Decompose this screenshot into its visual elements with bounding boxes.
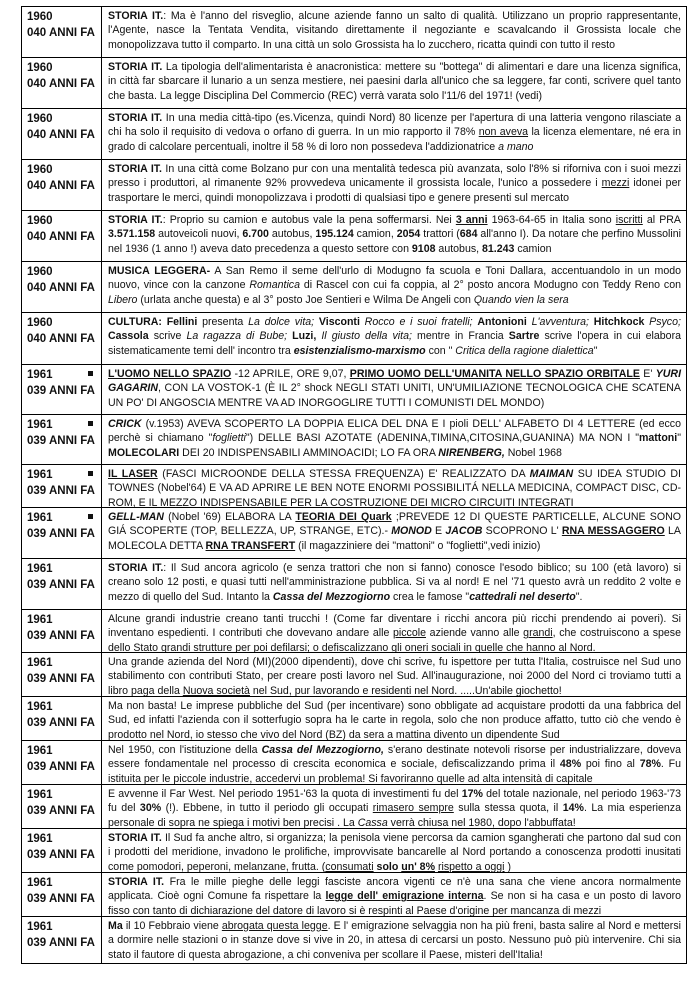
text-segment: camion, (353, 228, 397, 241)
text-segment: ") DELLE BASI AZOTATE (ADENINA,TIMINA,CITOSINA,GUANINA) MA NON I " (245, 432, 639, 445)
text-segment: La dolce vita; (248, 316, 315, 328)
table-row (22, 465, 686, 508)
years-ago-label: 040 ANNI FA (27, 78, 95, 90)
text-segment: 1963-64-65 in Italia sono (487, 214, 616, 226)
text-segment: STORIA IT. (108, 562, 164, 574)
year-label: 1961 (27, 921, 53, 933)
years-ago-label: 039 ANNI FA (27, 385, 95, 397)
text-segment: il 10 Febbraio viene (122, 920, 222, 932)
text-segment: STORIA IT. (108, 876, 165, 888)
year-label: 1960 (27, 113, 53, 125)
text-segment: , CON LA VOSTOK-1 (È IL 2° shock NEGLI STATI UNITI, UN'UMILIAZIONE TECNOLOGICA CHE SCATENA UN PO' DI ANGOSCIA MENTRE VA AD INORGOGLIRE TUTTI I COMUNISTI DEL MONDO) (108, 382, 681, 409)
text-segment: Sartre (508, 330, 540, 343)
table-row (22, 7, 686, 58)
text-segment: Cassa del Mezzogiorno (272, 590, 391, 603)
text-segment: verrà chiusa nel 1980, dopo l'abbuffata! (387, 816, 576, 828)
text-segment: " (677, 432, 681, 445)
text-segment: (Nobel '69) ELABORA LA (163, 511, 296, 523)
text-segment: nel Sud, pur lavorando e residenti nel Nord. .....Un'abile giochetto! (249, 684, 562, 696)
year-label: 1961 (27, 614, 53, 626)
text-segment: (v.1953) AVEVA SCOPERTO LA DOPPIA ELICA DEL DNA E I pioli DELL' ALFABETO DI 4 LETTERE (ed ecco perchè si chiamano " (108, 418, 681, 445)
text-segment: 30% (139, 802, 162, 815)
entry-text (102, 610, 686, 652)
text-segment: sulla stessa quota, il (453, 802, 563, 815)
text-segment: , che costruiscono a spese dello Stato (108, 627, 681, 652)
text-segment: grandi (523, 627, 553, 640)
date-cell (22, 160, 102, 210)
text-segment: MOLECOLARI (108, 446, 180, 459)
text-segment: STORIA IT. (108, 163, 163, 175)
text-segment: GELL-MAN (108, 511, 164, 523)
text-segment: del totale nazionale, nel periodo 1963-'73 fu del (108, 788, 681, 815)
year-label: 1961 (27, 419, 53, 431)
text-segment: Nel 1950, con l'istituzione della (108, 744, 262, 756)
date-cell (22, 785, 102, 828)
years-ago-label: 039 ANNI FA (27, 579, 95, 591)
date-cell (22, 917, 102, 963)
text-segment: rimasero sempre (372, 802, 454, 815)
years-ago-label: 039 ANNI FA (27, 893, 95, 905)
entry-text (102, 559, 686, 609)
text-segment: Alcune grandi industrie creano tanti trucchi ! (Come far diventare i ricchi ancora più ricchi prendendo ai poveri). Si inventano espedienti. I contributi che dovevano andare alle (108, 613, 681, 640)
text-segment: al PRA (642, 214, 681, 226)
text-segment: Hitchkock (593, 316, 645, 328)
years-ago-label: 040 ANNI FA (27, 27, 95, 39)
text-segment: Cassa del Mezzogiorno, (261, 744, 384, 756)
years-ago-label: 039 ANNI FA (27, 528, 95, 540)
table-row (22, 262, 686, 313)
text-segment: esistenzialismo-marxismo (293, 344, 426, 357)
square-bullet-icon (88, 471, 93, 476)
text-segment: E avvenne il Far West. Nel periodo 1951-'63 la quota di investimenti fu del (108, 788, 462, 800)
entry-text (102, 829, 686, 872)
text-segment: all'anno I). Da notare che perfino Mussolini nel 1936 (1 anno !) aveva dato precedenza a questo settore con (108, 228, 681, 255)
text-segment: Nuova società (182, 684, 250, 696)
year-label: 1961 (27, 701, 53, 713)
table-row (22, 741, 686, 785)
table-row (22, 610, 686, 653)
text-segment: rispetto a oggi (437, 860, 505, 872)
table-row (22, 313, 686, 365)
date-cell (22, 653, 102, 696)
text-segment: Rocco e i suoi fratelli; (364, 316, 473, 328)
years-ago-label: 039 ANNI FA (27, 485, 95, 497)
date-cell (22, 465, 102, 507)
entry-text (102, 262, 686, 312)
text-segment: Critica della ragione dialettica (455, 344, 594, 357)
text-segment: La tipologia dell'alimentarista è anacronistica: mettere su "bottega" di alimentari e dare una licenza significa, in città far sbarcare il lunario a un senza mestiere, nei paesini darla all'unico che sa leggere, far conti, scrivere quel tanto che basta. La legge Disciplina Del Commercio (REC) verrà varata solo l'11/6 del 1971! (vedi) (108, 61, 681, 102)
text-segment: YURI GAGARIN (108, 368, 682, 395)
text-segment: Cassa (357, 816, 388, 828)
date-cell (22, 697, 102, 740)
text-segment: 3.571.158 (108, 228, 156, 241)
table-row (22, 559, 686, 610)
date-cell (22, 415, 102, 464)
text-segment: poi fino al (581, 758, 640, 771)
years-ago-label: 039 ANNI FA (27, 805, 95, 817)
table-row (22, 697, 686, 741)
year-label: 1961 (27, 563, 53, 575)
year-label: 1961 (27, 745, 53, 757)
year-label: 1960 (27, 266, 53, 278)
text-segment: Fra le mille pieghe delle leggi fasciste ancora vigenti ce n'è una sana che viene ancora normalmente applicata. Cioè ogni Comune fa rispettare la (108, 876, 681, 903)
year-label: 1961 (27, 833, 53, 845)
text-segment: : Proprio su camion e autobus vale la pena soffermarsi. Nei (162, 214, 456, 226)
text-segment: MONOD (391, 525, 432, 538)
text-segment: 9108 (411, 242, 436, 255)
years-ago-label: 039 ANNI FA (27, 761, 95, 773)
text-segment: In una media città-tipo (es.Vicenza, quindi Nord) 80 licenze per l'apertura di una latteria vengono rilasciate a chi ha solo il requisito di vedova o orfano di guerra. In un mio rapporto il 78% (108, 112, 681, 139)
text-segment: L'avventura; (531, 316, 589, 328)
text-segment: Il Sud fa anche altro, si organizza; la penisola viene percorsa da camion sgangherati che partono dal sud con i prodotti del meridione, invadono le prolifiche, improvvisate bancarelle al Nord portando a conoscenza prodotti inusitati come pomodori, peperoni, melanzane, frutta. ( (108, 832, 681, 872)
text-segment: Luzi, (292, 330, 317, 343)
text-segment: crea le famose " (390, 590, 470, 603)
text-segment: un' 8% (401, 860, 435, 872)
years-ago-label: 039 ANNI FA (27, 849, 95, 861)
date-cell (22, 313, 102, 364)
text-segment: . Fu istituita per le piccole industrie, accedervi un problema! Si favoriranno quelle ad alta intensità di capitale (108, 758, 681, 784)
text-segment: Ma non basta! Le imprese pubbliche del Sud (per incentivare) sono obbligate ad acquistare prodotti da una fabbrica del Sud, ed infatti l'azienda con il sotterfugio sopra ha le carte in regola, solo che non produce affatto, tutto ciò che vendo è prodotto nel Nord, io stesso che vivo del Nord (BZ) da sera a mattina divento un dipendente Sud (108, 700, 681, 740)
date-cell (22, 262, 102, 312)
text-segment: mezzi (601, 177, 630, 190)
text-segment: Visconti (318, 316, 360, 328)
text-segment: JACOB (445, 525, 483, 538)
entry-text (102, 7, 686, 57)
text-segment: consumati (325, 860, 374, 872)
text-segment: mentre in Francia (411, 330, 509, 343)
text-segment: STORIA IT. (108, 10, 164, 22)
entry-text (102, 365, 686, 414)
entry-text (102, 508, 686, 558)
date-cell (22, 109, 102, 159)
text-segment: 78% (639, 758, 661, 771)
table-row (22, 785, 686, 829)
text-segment: Quando vien la sera (473, 293, 569, 306)
text-segment: ) (504, 860, 511, 872)
date-cell (22, 508, 102, 558)
table-row (22, 415, 686, 465)
text-segment: mattoni (638, 432, 678, 445)
text-segment: CULTURA: Fellini (108, 316, 198, 328)
text-segment: SU IDEA STUDIO DI TOWNES (Nobel'64) E VA AD APRIRE LE BEN NOTE ENORMI POSSIBILITÁ NELLA MEDICINA, COMPACT DISC, CD-ROM, E IL MEZZO INDISPENSABILE PER LA COSTRUZIONE DEI MICRO CIRCUITI INTEGRATI (108, 468, 682, 507)
text-segment: foglietti (212, 432, 246, 445)
text-segment: . E l' emigrazione selvaggia non ha più freni, basta salire al Nord e mettersi a dormire nelle stazioni o in stanze dove si vive in 20, in attesa di cercarsi un posto. Nessuno può più intervenire. Chi sia stato il fautore di questa abrogazione, a chi conveniva per scollare il Paese, misteri dell'Italia! (108, 920, 681, 961)
years-ago-label: 040 ANNI FA (27, 333, 95, 345)
years-ago-label: 039 ANNI FA (27, 630, 95, 642)
text-segment: STORIA IT. (108, 112, 163, 124)
text-segment: grandi strutture (161, 641, 233, 652)
text-segment: cattedrali nel deserto (469, 590, 576, 603)
text-segment: presenta (197, 316, 249, 328)
text-segment: (il magazziniere dei "mattoni" o "foglietti",vedi inizio) (295, 539, 541, 552)
entry-text (102, 785, 686, 828)
text-segment: MAIMAN (529, 468, 574, 480)
date-cell (22, 559, 102, 609)
date-cell (22, 7, 102, 57)
text-segment: scrive (148, 330, 187, 343)
text-segment: 3 anni (455, 214, 488, 226)
entry-text (102, 465, 686, 507)
years-ago-label: 040 ANNI FA (27, 180, 95, 192)
text-segment: non aveva (478, 126, 529, 139)
years-ago-label: 039 ANNI FA (27, 673, 95, 685)
text-segment: PRIMO UOMO DELL'UMANITA NELLO SPAZIO ORBITALE (349, 368, 640, 380)
table-row (22, 508, 686, 559)
text-segment: Nobel 1968 (504, 446, 562, 459)
text-segment: (!). Ebbene, in tutto il periodo gli occupati (161, 802, 373, 815)
date-cell (22, 873, 102, 916)
text-segment: idonei per trasportare le merci, quindi monopolizzava i prodotti di qualsiasi tipo e genere presenti sul mercato (108, 177, 681, 204)
text-segment: La ragazza di Bube; (186, 330, 288, 343)
table-row (22, 109, 686, 160)
table-row (22, 873, 686, 917)
text-segment: autobus, (435, 242, 483, 255)
years-ago-label: 040 ANNI FA (27, 231, 95, 243)
table-row (22, 653, 686, 697)
year-label: 1960 (27, 11, 53, 23)
year-label: 1960 (27, 317, 53, 329)
text-segment: . La mia esperienza personale di sopra ne spiega i motivi ben precisi . La (108, 802, 681, 828)
text-segment: 17% (461, 788, 483, 800)
text-segment: IL LASER (108, 468, 158, 480)
text-segment: MUSICA LEGGERA- (108, 265, 211, 277)
year-label: 1960 (27, 164, 53, 176)
text-segment: iscritti (615, 214, 643, 226)
text-segment: Psyco; (649, 316, 681, 328)
text-segment: Una grande azienda del Nord (MI)(2000 dipendenti), dove chi scrive, fu ispettore per tutta l'Italia, costruisce nel Sud uno stabilimento con contributi Stato, per creare posti lavoro nel Sud. All'inaugurazione, noi 2000 del Nord ci troviamo tutti a libro paga della (108, 656, 681, 696)
table-row (22, 58, 686, 109)
text-segment: E (431, 525, 446, 538)
text-segment: NIRENBERG, (438, 446, 505, 459)
date-cell (22, 58, 102, 108)
text-segment: Antonioni (477, 316, 527, 328)
text-segment: la licenza elementare, né era in grado di calcolare percentuali, inoltre il 58 % di loro non possedeva l'addizionatrice (108, 126, 682, 153)
square-bullet-icon (88, 421, 93, 426)
text-segment: RNA TRANSFERT (205, 539, 296, 552)
text-segment: 684 (459, 228, 478, 241)
table-row (22, 160, 686, 211)
text-segment: CRICK (108, 418, 142, 430)
text-segment: In una città come Bolzano pur con una mentalità tedesca più avanzata, solo l'8% si riforniva con i suoi mezzi presso i produttori, al rimanente 92% provvedeva unicamente il grossista locale, l'unico a possedere i (108, 163, 681, 190)
text-segment: L'UOMO NELLO SPAZIO (108, 368, 232, 380)
year-label: 1961 (27, 789, 53, 801)
text-segment: : Ma è l'anno del risveglio, alcune aziende fanno un salto di qualità. Utilizzano un proprio rappresentante, l'Agente, nasce la Tentata Vendita, visitando direttamente il negoziante e scavalcando il Grossista locale che monopolizzava tutto il comparto. In una città un solo Grossista ha lo zucchero, ricatta quindi con tutto il resto (108, 10, 681, 51)
date-cell (22, 829, 102, 872)
history-table (21, 6, 687, 964)
text-segment: 81.243 (482, 242, 515, 255)
table-row (22, 917, 686, 964)
table-row (22, 211, 686, 262)
text-segment: SCOPRONO L' (482, 525, 562, 538)
text-segment: 48% (559, 758, 582, 771)
text-segment: 6.700 (242, 228, 269, 241)
years-ago-label: 039 ANNI FA (27, 435, 95, 447)
text-segment: LA MOLECOLA DETTA (108, 525, 681, 552)
text-segment: STORIA IT. (108, 214, 163, 226)
text-segment: 2054 (396, 228, 421, 241)
text-segment: con " (425, 344, 456, 357)
entry-text (102, 211, 686, 261)
text-segment: : Il Sud ancora agricolo (e senza trattori che non si fanno) conosce l'esodo biblico; su 100 (età lavoro) si creano solo 12 posti, e quasi tutti nell'amministrazione pubblica. Si va al nord! E nel '71 questo avrà un reddito 2 volte e mezzo di quello del Sud. Intanto la (108, 562, 681, 603)
text-segment: trattori ( (420, 228, 460, 241)
text-segment: Il giusto della vita; (321, 330, 412, 343)
text-segment: A San Remo il seme dell'urlo di Modugno fa scuola e Toni Dallara, accentuandolo in un modo nuovo, vince con la canzone (108, 265, 681, 292)
entry-text (102, 58, 686, 108)
date-cell (22, 211, 102, 261)
text-segment: Ma (108, 920, 123, 932)
text-segment: camion (514, 242, 552, 255)
text-segment: aziende vanno alle (426, 627, 524, 640)
entry-text (102, 653, 686, 696)
text-segment: ;PREVEDE 12 DI QUESTE PARTICELLE, ALCUNE SONO GIÁ SCOPERTE (TOP, BELLEZZA, UP, STRANGE, ETC).- (108, 511, 681, 538)
text-segment: scrive l'opera in cui elabora sistematicamente temi dell' incontro tra (108, 330, 681, 357)
text-segment: (FASCI MICROONDE DELLA STESSA FREQUENZA) E' REALIZZATO DA (157, 468, 530, 480)
date-cell (22, 610, 102, 652)
text-segment: di Rascel con cui fa coppia, al 2° posto ancora Modugno con Teddy Reno con (300, 279, 681, 292)
entry-text (102, 741, 686, 784)
text-segment: STORIA IT. (108, 832, 162, 844)
text-segment: Libero (108, 293, 138, 306)
entry-text (102, 109, 686, 159)
text-segment: legge dell' emigrazione interna (325, 890, 484, 903)
text-segment: a mano (498, 140, 534, 153)
square-bullet-icon (88, 371, 93, 376)
text-segment: autoveicoli nuovi, (155, 228, 243, 241)
text-segment: RNA MESSAGGERO (561, 525, 665, 538)
entry-text (102, 415, 686, 464)
years-ago-label: 040 ANNI FA (27, 129, 95, 141)
text-segment: -12 APRILE, ORE 9,07, (231, 368, 350, 380)
year-label: 1960 (27, 62, 53, 74)
text-segment: 14% (562, 802, 584, 815)
text-segment: ". (575, 590, 583, 603)
text-segment: " (593, 344, 598, 357)
text-segment: autobus, (268, 228, 316, 241)
years-ago-label: 039 ANNI FA (27, 717, 95, 729)
text-segment: Cassola (108, 330, 149, 343)
year-label: 1961 (27, 369, 53, 381)
entry-text (102, 697, 686, 740)
text-segment: (urlata anche questa) e al 3° posto Joe Sentieri e Wilma De Angeli con (137, 293, 474, 306)
year-label: 1961 (27, 469, 53, 481)
entry-text (102, 313, 686, 364)
year-label: 1961 (27, 512, 53, 524)
table-row (22, 829, 686, 873)
year-label: 1960 (27, 215, 53, 227)
years-ago-label: 040 ANNI FA (27, 282, 95, 294)
table-row (22, 365, 686, 415)
text-segment: TEORIA DEI Quark (295, 511, 392, 523)
text-segment: s'erano destinate notevoli risorse per industrializzare, doveva essere fondamentale nel processo di crescita economica e sociale, defiscalizzando prima il (108, 744, 681, 771)
text-segment: per poi defilarsi; o defiscalizzano gli oneri sociali in quelle che hanno al Nord. (232, 641, 596, 652)
entry-text (102, 160, 686, 210)
text-segment: DEI 20 INDISPENSABILI AMMINOACIDI; LO FA ORA (179, 446, 439, 459)
year-label: 1961 (27, 877, 53, 889)
text-segment: abrogata questa legge (221, 920, 328, 932)
text-segment: STORIA IT. (108, 61, 163, 73)
entry-text (102, 873, 686, 916)
text-segment: solo (376, 860, 399, 872)
text-segment: E' (639, 368, 656, 380)
text-segment: Romantica (249, 279, 300, 292)
square-bullet-icon (88, 514, 93, 519)
text-segment: 195.124 (315, 228, 354, 241)
text-segment: . Se non si ha casa e un posto di lavoro fisso con tanto di dichiarazione del datore di lavoro si è respinti al Paese d'origine per mancanza di mezzi (108, 890, 682, 916)
text-segment: piccole (393, 627, 426, 640)
date-cell (22, 365, 102, 414)
date-cell (22, 741, 102, 784)
year-label: 1961 (27, 657, 53, 669)
years-ago-label: 039 ANNI FA (27, 937, 95, 949)
entry-text (102, 917, 686, 963)
